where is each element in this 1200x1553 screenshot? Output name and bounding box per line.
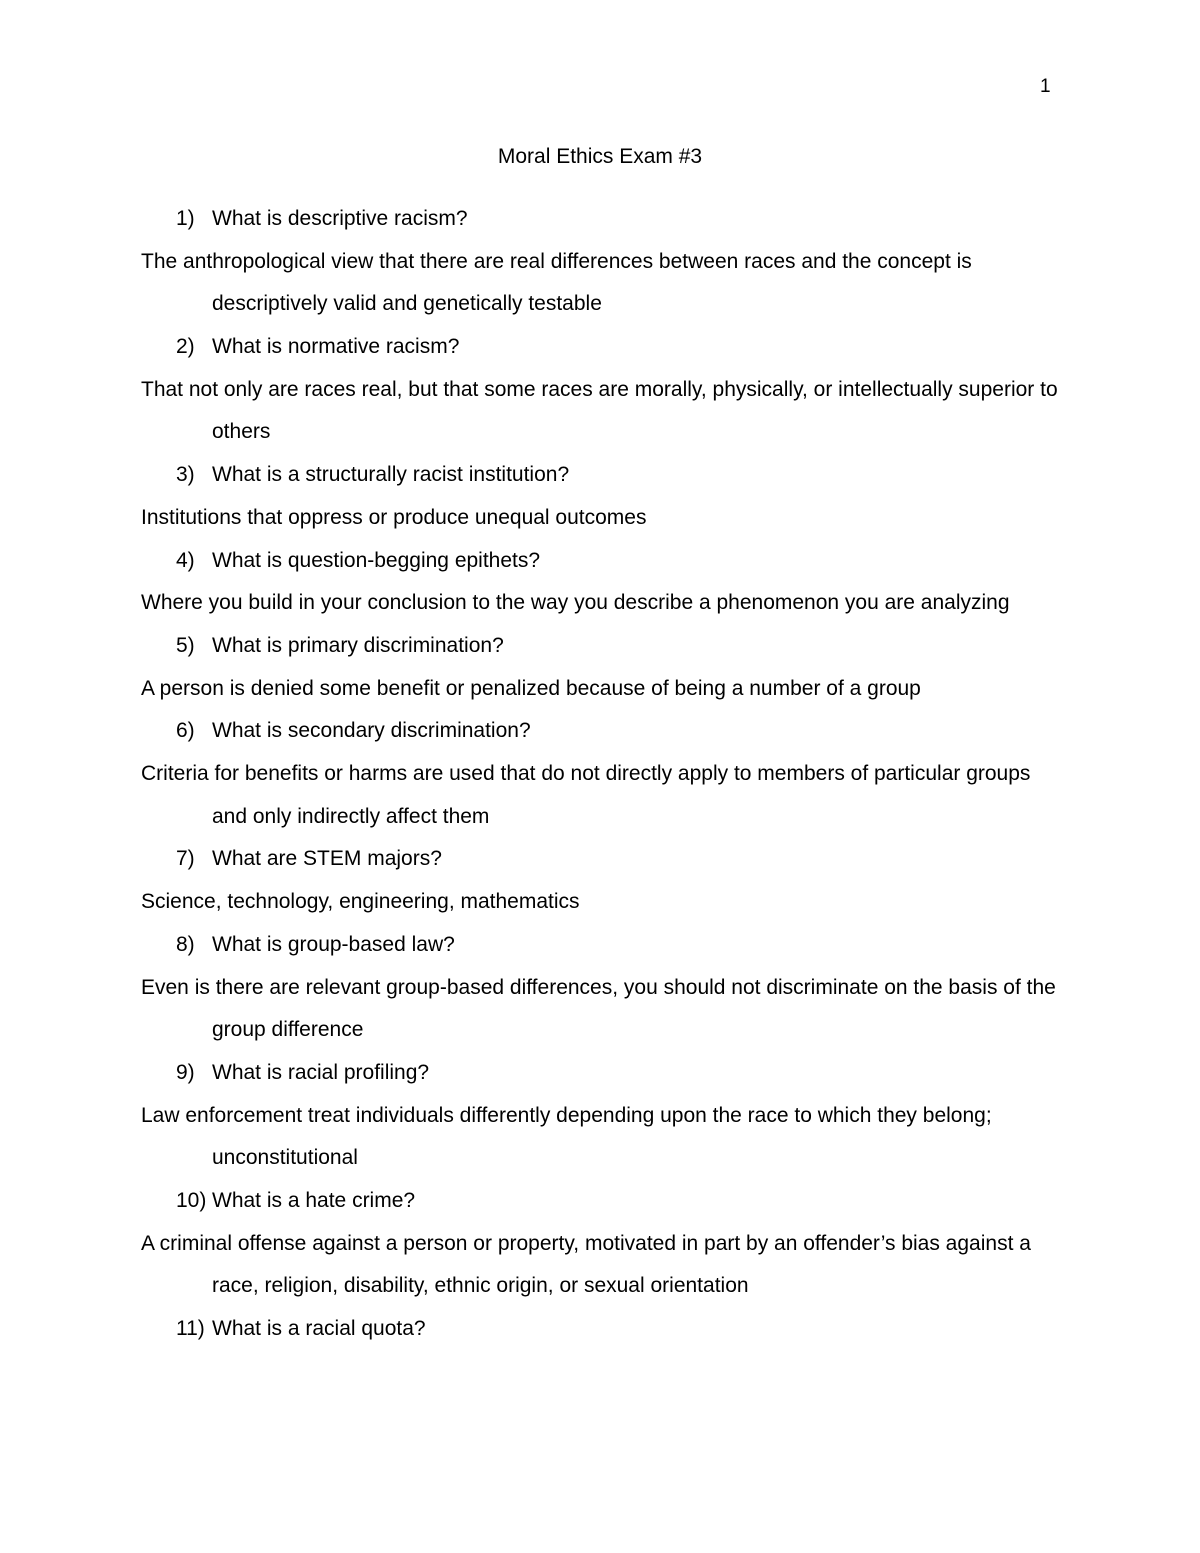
question-number: 4)	[176, 548, 195, 572]
question-5	[141, 625, 1071, 668]
question-number: 10)	[176, 1189, 207, 1213]
question-text: What is question-begging epithets?	[212, 548, 541, 572]
answer-5: A person is denied some benefit or penalized because of being a number of a group	[141, 676, 921, 700]
answer-8: Even is there are relevant group-based differences, you should not discriminate on the basis of the group difference	[141, 975, 1056, 1042]
answer-2: That not only are races real, but that some races are morally, physically, or intellectually superior to others	[141, 377, 1058, 444]
document-title: Moral Ethics Exam #3	[497, 145, 703, 168]
question-10	[141, 1180, 1071, 1223]
question-text: What is a structurally racist institution?	[212, 463, 570, 487]
question-11	[141, 1308, 1071, 1351]
answer-7: Science, technology, engineering, mathematics	[141, 890, 580, 914]
question-number: 9)	[176, 1060, 195, 1084]
question-9	[141, 1052, 1071, 1095]
question-number: 1)	[176, 207, 195, 230]
answer-3: Institutions that oppress or produce unequal outcomes	[141, 505, 647, 529]
answer-6: Criteria for benefits or harms are used that do not directly apply to members of particular groups and only indirectly affect them	[141, 762, 1031, 828]
question-text: What is secondary discrimination?	[212, 719, 531, 743]
page-number: 1	[1040, 76, 1051, 97]
question-2	[141, 326, 1071, 369]
question-number: 3)	[176, 463, 195, 487]
question-text: What is racial profiling?	[212, 1060, 430, 1084]
question-8	[141, 924, 1071, 967]
question-number: 5)	[176, 633, 195, 657]
question-number: 2)	[176, 335, 195, 359]
answer-1: The anthropological view that there are real differences between races and the concept is descriptively valid and genetically testable	[141, 249, 972, 316]
answer-9: Law enforcement treat individuals differently depending upon the race to which they belong; unconstitutional	[141, 1103, 992, 1170]
question-text: What is a hate crime?	[212, 1189, 416, 1213]
question-number: 11)	[176, 1317, 205, 1341]
question-number: 8)	[176, 932, 195, 956]
question-text: What is descriptive racism?	[212, 207, 468, 230]
answer-10: A criminal offense against a person or property, motivated in part by an offender’s bias against a race, religion, disability, ethnic origin, or sexual orientation	[141, 1231, 1031, 1298]
question-3	[141, 454, 1071, 497]
question-text: What are STEM majors?	[212, 847, 442, 871]
question-1	[141, 198, 1071, 241]
question-4	[141, 540, 1071, 583]
question-text: What is group-based law?	[212, 932, 455, 956]
question-text: What is normative racism?	[212, 335, 460, 359]
qa-list	[141, 198, 1071, 1351]
question-7	[141, 838, 1071, 881]
question-number: 7)	[176, 847, 195, 871]
question-text: What is primary discrimination?	[212, 633, 504, 657]
answer-4: Where you build in your conclusion to the way you describe a phenomenon you are analyzing	[141, 591, 1010, 615]
question-text: What is a racial quota?	[212, 1317, 426, 1341]
question-6	[141, 710, 1071, 753]
question-number: 6)	[176, 719, 195, 743]
